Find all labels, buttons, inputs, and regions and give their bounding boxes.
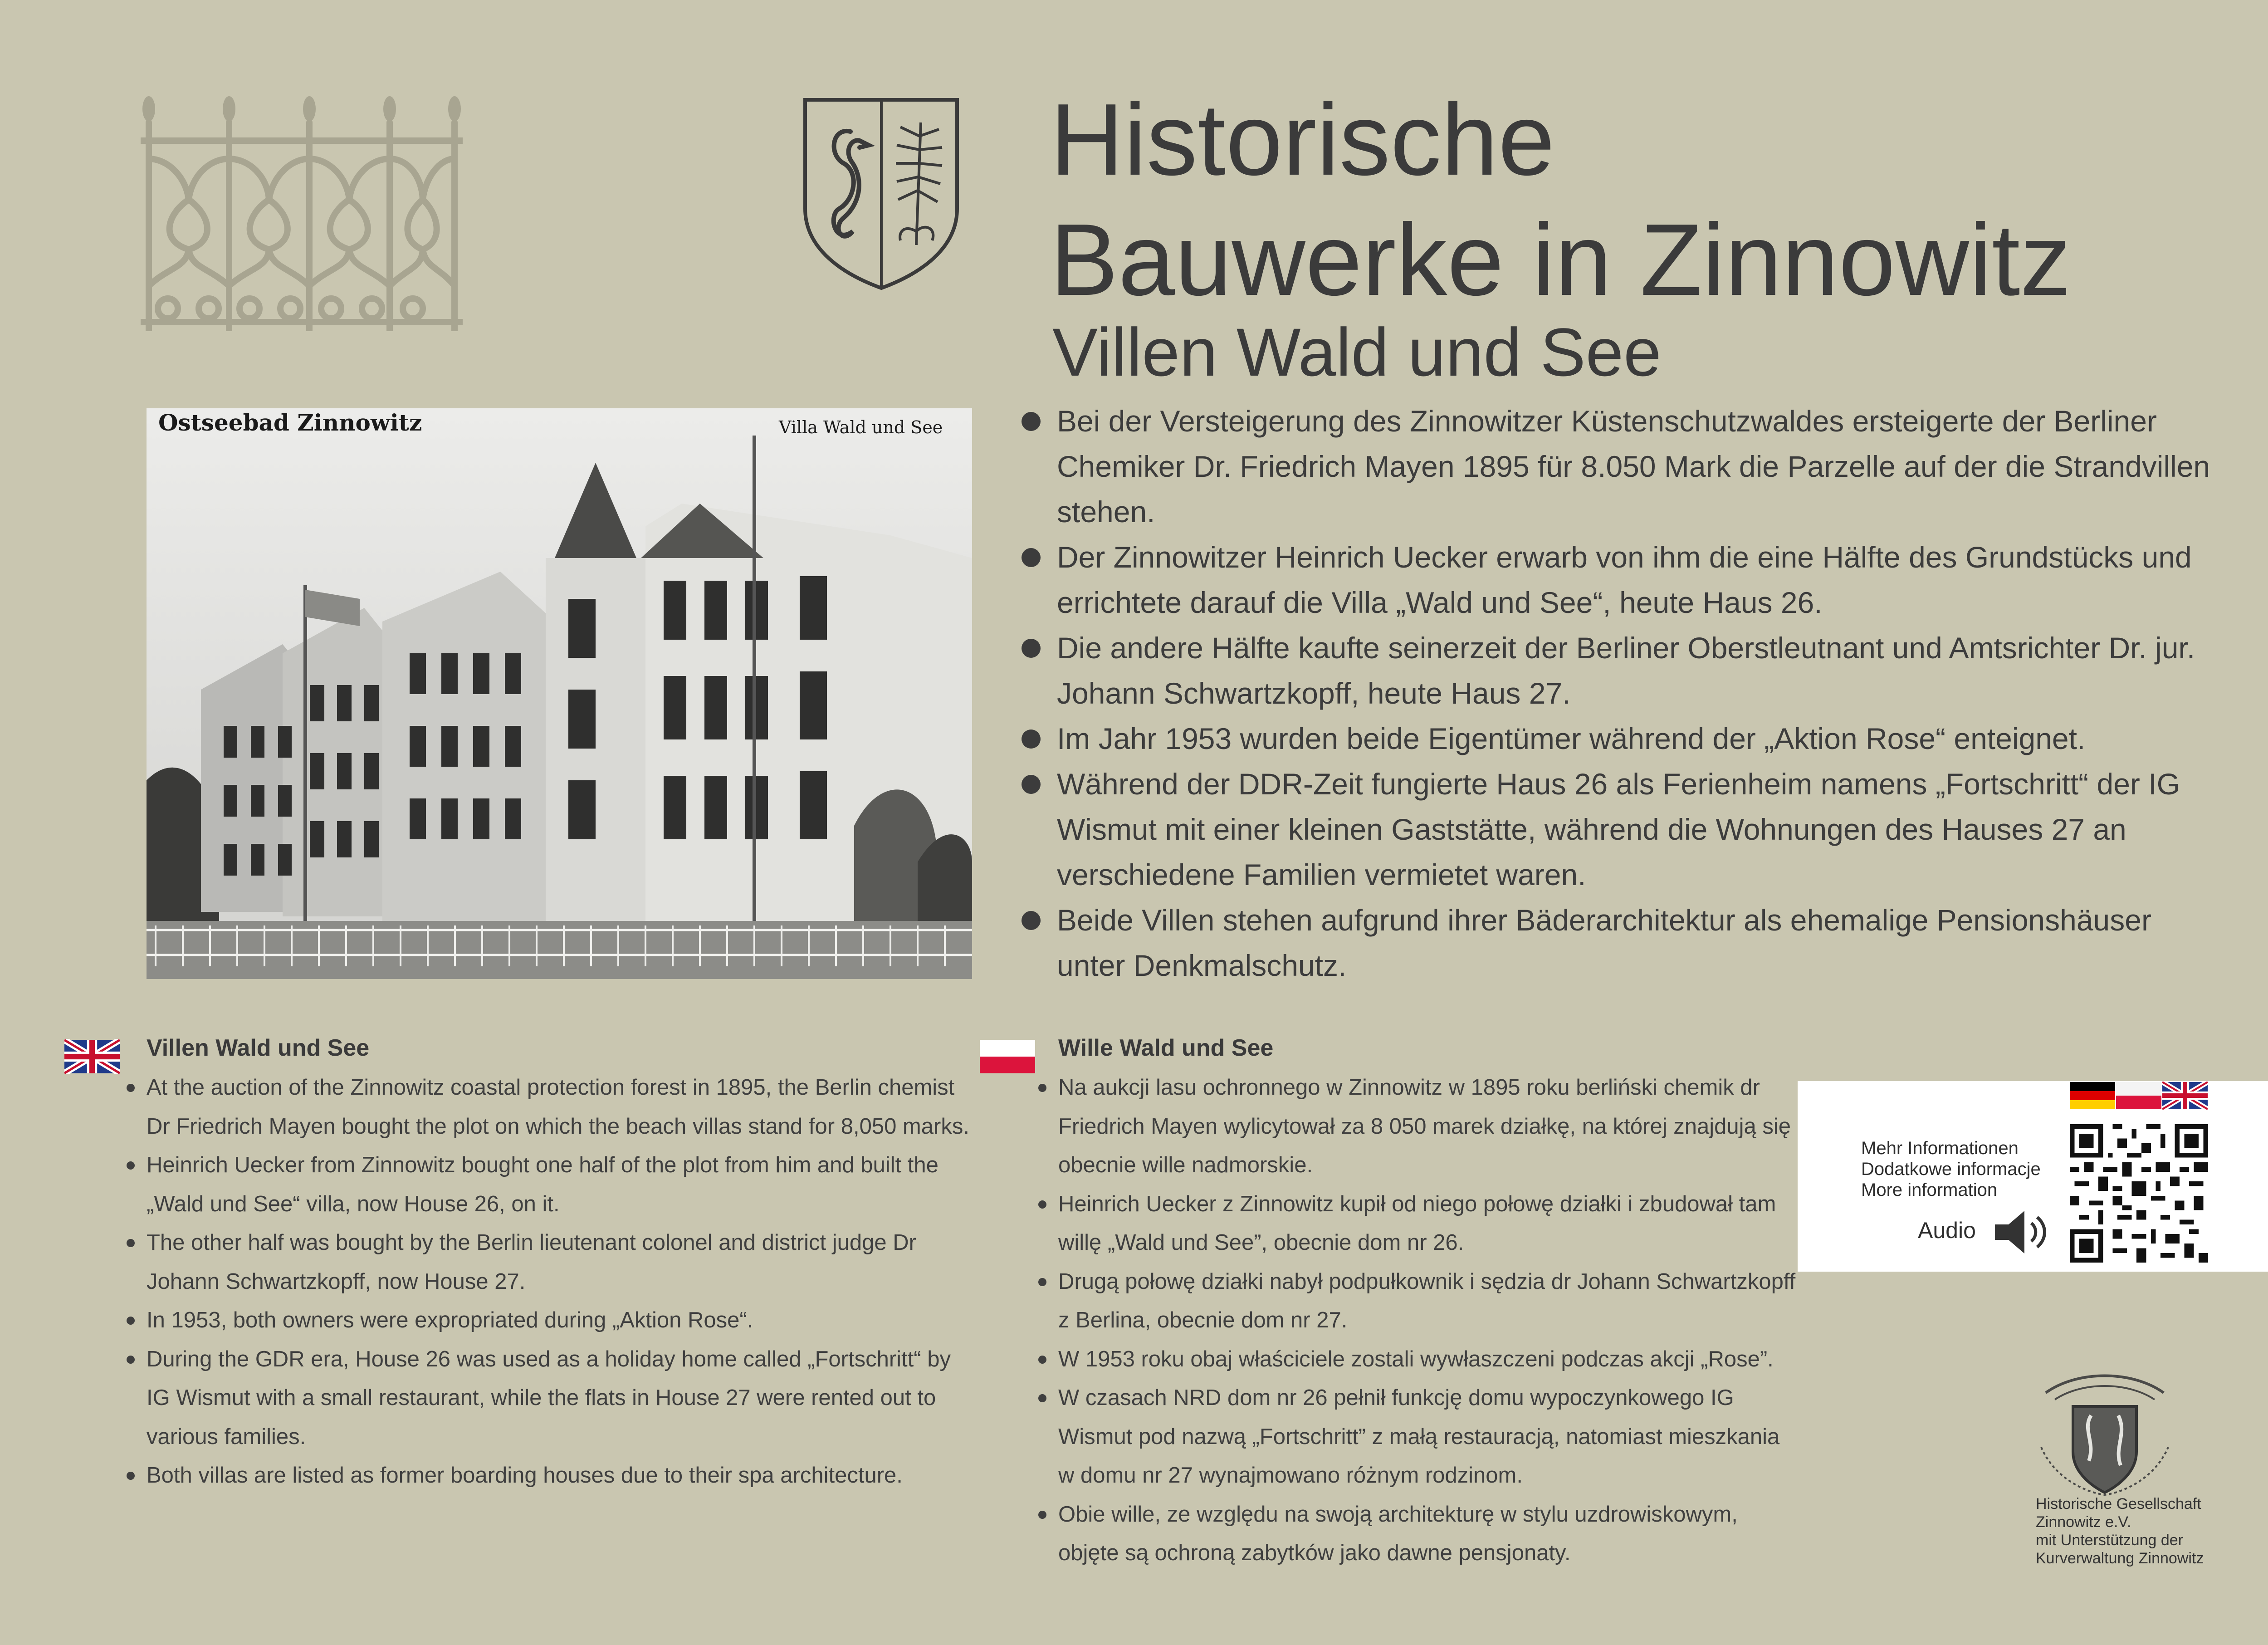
german-text-list [1016, 398, 2218, 988]
polish-heading: Wille Wald und See [1058, 1035, 1274, 1061]
audio-label: Audio [1918, 1218, 1976, 1243]
list-item: Obie wille, ze względu na swoją architekturę w stylu uzdrowiskowym, objęte są ochroną zabytków jako dawne pensjonaty. [1036, 1495, 1799, 1573]
info-line-polish: Dodatkowe informacje [1861, 1159, 2041, 1179]
speaker-icon [1993, 1207, 2052, 1257]
uk-flag-icon [2162, 1081, 2208, 1110]
society-seal-icon [2028, 1366, 2182, 1502]
language-flags [2070, 1081, 2208, 1110]
list-item: W czasach NRD dom nr 26 pełnił funkcję domu wypoczynkowego IG Wismut pod nazwą „Fortschritt” z małą restauracją, natomiast mieszkania w domu nr 27 wynajmowano różnym rodzinom. [1036, 1379, 1799, 1495]
english-text-list [125, 1068, 978, 1495]
list-item: Die andere Hälfte kaufte seinerzeit der Berliner Oberstleutnant und Amtsrichter Dr. jur. Johann Schwartzkopff, heute Haus 27. [1016, 625, 2218, 716]
list-item: Bei der Versteigerung des Zinnowitzer Küstenschutzwaldes ersteigerte der Berliner Chemiker Dr. Friedrich Mayen 1895 für 8.050 Mark die Parzelle auf der die Strandvillen stehen. [1016, 398, 2218, 534]
list-item: Während der DDR-Zeit fungierte Haus 26 als Ferienheim namens „Fortschritt“ der IG Wismut mit einer kleinen Gaststätte, während die Wohnungen des Hauses 27 an verschiedene Familien vermietet waren. [1016, 761, 2218, 897]
title-line-2: Bauwerke in Zinnowitz [1050, 202, 2071, 317]
society-credit [2036, 1495, 2204, 1567]
list-item: At the auction of the Zinnowitz coastal protection forest in 1895, the Berlin chemist Dr Friedrich Mayen bought the plot on which the beach villas stand for 8,050 marks. [125, 1068, 978, 1146]
list-item: In 1953, both owners were expropriated during „Aktion Rose“. [125, 1301, 978, 1340]
society-line: mit Unterstützung der [2036, 1532, 2184, 1549]
qr-code-icon[interactable] [2070, 1124, 2208, 1263]
page-subtitle: Villen Wald und See [1052, 314, 1662, 390]
list-item: Heinrich Uecker z Zinnowitz kupił od niego połowę działki i zbudował tam willę „Wald und See”, obecnie dom nr 26. [1036, 1185, 1799, 1263]
title-line-1: Historische [1050, 82, 1555, 196]
fence-ornament-icon [141, 95, 463, 331]
english-heading: Villen Wald und See [147, 1035, 370, 1061]
photo-caption-right: Villa Wald und See [779, 417, 943, 437]
list-item: Drugą połowę działki nabył podpułkownik i sędzia dr Johann Schwartzkopff z Berlina, obecnie dom nr 27. [1036, 1263, 1799, 1340]
list-item: During the GDR era, House 26 was used as a holiday home called „Fortschritt“ by IG Wismut with a small restaurant, while the flats in House 27 were rented out to various families. [125, 1340, 978, 1457]
info-text [1861, 1138, 2041, 1200]
coat-of-arms-icon [801, 95, 962, 290]
society-line: Historische Gesellschaft [2036, 1495, 2201, 1513]
poland-flag-icon [2116, 1081, 2161, 1110]
page-title [1050, 79, 2184, 320]
society-line: Kurverwaltung Zinnowitz [2036, 1550, 2204, 1567]
info-line-english: More information [1861, 1180, 1998, 1200]
list-item: W 1953 roku obaj właściciele zostali wywłaszczeni podczas akcji „Rose”. [1036, 1340, 1799, 1379]
society-line: Zinnowitz e.V. [2036, 1513, 2131, 1531]
uk-flag-icon [64, 1039, 120, 1074]
photo-caption-left: Ostseebad Zinnowitz [158, 409, 422, 436]
list-item: Der Zinnowitzer Heinrich Uecker erwarb von ihm die eine Hälfte des Grundstücks und errichtete darauf die Villa „Wald und See“, heute Haus 26. [1016, 534, 2218, 625]
list-item: Both villas are listed as former boarding houses due to their spa architecture. [125, 1456, 978, 1495]
historic-postcard-image [147, 408, 972, 979]
germany-flag-icon [2070, 1081, 2115, 1110]
list-item: Im Jahr 1953 wurden beide Eigentümer während der „Aktion Rose“ enteignet. [1016, 716, 2218, 761]
list-item: The other half was bought by the Berlin lieutenant colonel and district judge Dr Johann Schwartzkopff, now House 27. [125, 1224, 978, 1301]
info-line-german: Mehr Informationen [1861, 1138, 2019, 1158]
polish-text-list [1036, 1068, 1799, 1573]
list-item: Na aukcji lasu ochronnego w Zinnowitz w 1895 roku berliński chemik dr Friedrich Mayen wylicytował za 8 050 marek działkę, na której znajdują się obecnie wille nadmorskie. [1036, 1068, 1799, 1185]
list-item: Heinrich Uecker from Zinnowitz bought one half of the plot from him and built the „Wald und See“ villa, now House 26, on it. [125, 1146, 978, 1224]
poland-flag-icon [980, 1039, 1035, 1074]
list-item: Beide Villen stehen aufgrund ihrer Bäderarchitektur als ehemalige Pensionshäuser unter Denkmalschutz. [1016, 897, 2218, 988]
more-information-box [1798, 1081, 2268, 1272]
